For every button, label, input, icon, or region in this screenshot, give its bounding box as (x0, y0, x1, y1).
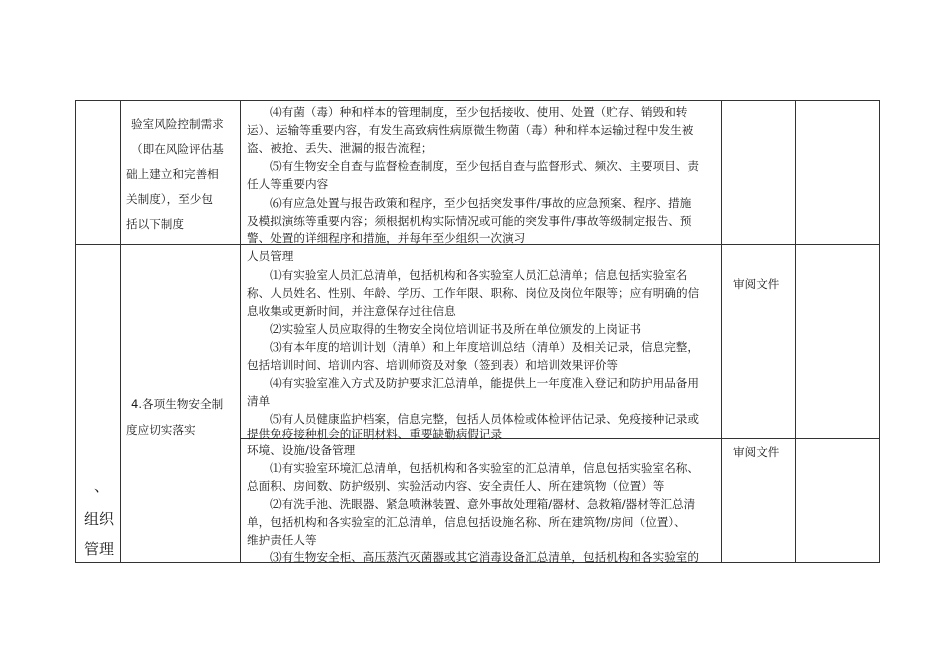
review-method: 审阅文件 (733, 277, 780, 291)
category-label: 管理 (84, 540, 115, 558)
row2-sub1-content-line: ⑸有人员健康监护档案，信息完整，包括人员体检或体检评估记录、免疫接种记录或 (270, 412, 699, 426)
row1-content-line: ⑷有菌（毒）种和样本的管理制度，至少包括接收、使用、处置（贮存、销毁和转 (270, 105, 688, 119)
row1-item-line: 关制度），至少包 (126, 192, 213, 206)
row1-content-line: 警、处置的详细程序和措施，并每年至少组织一次演习 (247, 231, 526, 245)
table-left-border (75, 100, 76, 563)
row1-item-line: （即在风险评估基 (131, 142, 224, 156)
review-method: 审阅文件 (733, 445, 780, 459)
col-divider-2 (240, 100, 241, 563)
row2-sub1-content-line: 称、人员姓名、性别、年龄、学历、工作年限、职称、岗位及岗位年限等；应有明确的信 (247, 286, 700, 300)
category-label: 、 (94, 477, 110, 495)
col-divider-4 (795, 100, 796, 563)
row2-sub2-content-line: 维护责任人等 (247, 533, 317, 547)
row2-sub1-content-line: ⑴有实验室人员汇总清单，包括机构和各实验室人员汇总清单；信息包括实验室名 (270, 268, 688, 282)
environment-section-title: 环境、设施/设备管理 (247, 443, 356, 457)
row1-content-line: 及模拟演练等重要内容；须根据机构实际情况或可能的突发事件/事故等级制定报告、预 (247, 214, 692, 228)
row2-item-line: 4.各项生物安全制 (131, 397, 224, 411)
row2-sub2-content-line: ⑴有实验室环境汇总清单，包括机构和各实验室的汇总清单，信息包括实验室名称、 (270, 461, 699, 475)
row1-content-line: 盗、被抢、丢失、泄漏的报告流程； (247, 141, 433, 155)
row1-content-line: 任人等重要内容 (247, 177, 329, 191)
row2-item-line: 度应切实落实 (126, 423, 196, 437)
row2-sub1-content-line: ⑷有实验室准入方式及防护要求汇总清单，能提供上一年度准入登记和防护用品备用 (270, 376, 699, 390)
table-right-border (879, 100, 880, 563)
row2-sub1-content-line: 清单 (247, 394, 271, 408)
row1-item-line: 验室风险控制需求 (131, 117, 224, 131)
row2-sub1-content-line: ⑵实验室人员应取得的生物安全岗位培训证书及所在单位颁发的上岗证书 (270, 322, 642, 336)
row1-content-line: ⑹有应急处置与报告政策和程序，至少包括突发事件/事故的应急预案、程序、措施 (270, 196, 692, 210)
row2-sub1-content-line: 包括培训时间、培训内容、培训师资及对象（签到表）和培训效果评价等 (247, 358, 619, 372)
col-divider-1 (120, 100, 121, 563)
row1-item-line: 础上建立和完善相 (126, 167, 219, 181)
row2-sub2-content-line: ⑵有洗手池、洗眼器、紧急喷淋装置、意外事故处理箱/器材、急救箱/器材等汇总清 (270, 497, 696, 511)
row2-sub2-content-line: 总面积、房间数、防护级别、实验活动内容、安全责任人、所在建筑物（位置）等 (247, 479, 665, 493)
row1-item-line: 括以下制度 (126, 217, 184, 231)
row2-sub1-content-line: 提供免疫接种机会的证明材料、重要缺勤病假记录 (247, 427, 503, 441)
category-label: 组织 (84, 510, 115, 528)
row2-sub1-content-line: 息收集或更新时间，并注意保存过往信息 (247, 304, 456, 318)
personnel-section-title: 人员管理 (247, 249, 294, 263)
row2-sub2-content-line: ⑶有生物安全柜、高压蒸汽灭菌器或其它消毒设备汇总清单，包括机构和各实验室的 (270, 550, 699, 564)
row1-content-line: ⑸有生物安全自查与监督检查制度，至少包括自查与监督形式、频次、主要项目、责 (270, 159, 699, 173)
row2-sub2-content-line: 单，包括机构和各实验室的汇总清单，信息包括设施名称、所在建筑物/房间（位置）、 (247, 515, 686, 529)
col-divider-3 (721, 100, 722, 563)
row2-sub1-content-line: ⑶有本年度的培训计划（清单）和上年度培训总结（清单）及相关记录，信息完整， (270, 340, 699, 354)
row1-content-line: 运）、运输等重要内容，有发生高致病性病原微生物菌（毒）种和样本运输过程中发生被 (247, 123, 694, 137)
